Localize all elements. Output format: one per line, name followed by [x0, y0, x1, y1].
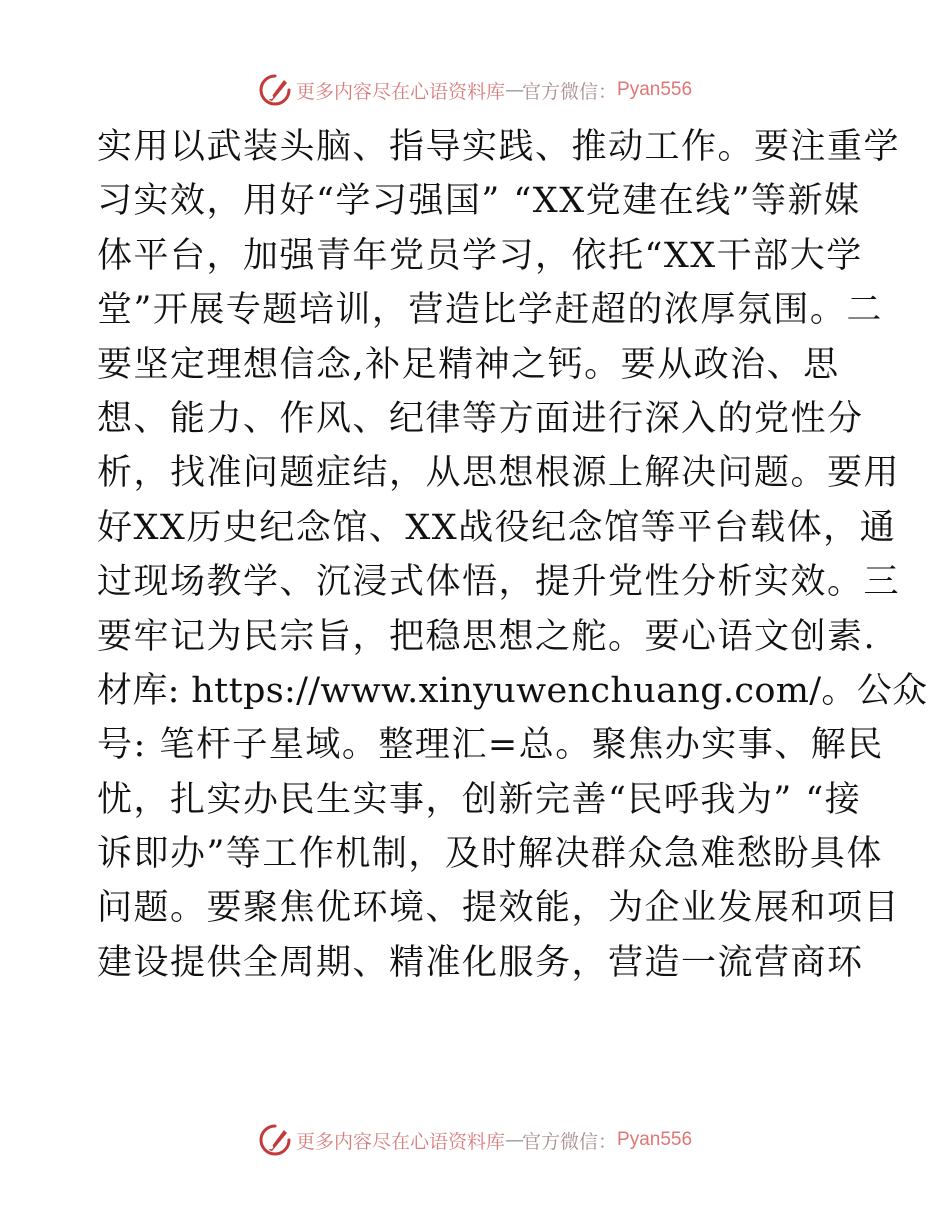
banner-title: 更多内容尽在心语资料库 — [295, 80, 505, 103]
footer-banner — [0, 1120, 950, 1160]
banner-dash: — — [504, 79, 522, 101]
pen-nib-logo-icon — [258, 73, 292, 107]
banner-dash: — — [504, 1129, 522, 1151]
banner-wechat-label: 官方微信 — [521, 1130, 598, 1153]
banner-colon: ： — [598, 1130, 618, 1153]
text-line: 要牢记为民宗旨，把稳思想之舵。要心语文创素. — [97, 616, 877, 657]
header-banner — [0, 70, 950, 110]
text-line: 问题。要聚焦优环境、提效能，为企业发展和项目 — [97, 888, 901, 929]
banner-colon: ： — [598, 80, 618, 103]
text-line: 诉即办”等工作机制，及时解决群众急难愁盼具体 — [97, 834, 883, 875]
text-line: 过现场教学、沉浸式体悟，提升党性分析实效。三 — [97, 562, 901, 603]
text-line: 要坚定理想信念,补足精神之钙。要从政治、思 — [97, 344, 840, 385]
text-line: 建设提供全周期、精准化服务，营造一流营商环 — [97, 942, 864, 983]
text-line: 材库: https://www.xinyuwenchuang.com/。公众 — [97, 670, 928, 711]
banner-wechat-label: 官方微信 — [521, 80, 598, 103]
banner-title: 更多内容尽在心语资料库 — [295, 1130, 505, 1153]
banner-wechat-id: Pyan556 — [617, 1129, 693, 1150]
text-line: 析，找准问题症结，从思想根源上解决问题。要用 — [97, 453, 901, 494]
text-line: 体平台，加强青年党员学习，依托“XX干部大学 — [97, 235, 863, 276]
text-line: 号: 笔杆子星域。整理汇=总。聚焦办实事、解民 — [97, 725, 884, 766]
document-body — [97, 120, 928, 990]
text-line: 忧，扎实办民生实事，创新完善“民呼我为” “接 — [97, 779, 862, 820]
text-line: 习实效，用好“学习强国” “XX党建在线”等新媒 — [97, 181, 861, 222]
text-line: 好XX历史纪念馆、XX战役纪念馆等平台载体，通 — [97, 507, 897, 548]
banner-wechat-id: Pyan556 — [617, 79, 693, 100]
text-line: 想、能力、作风、纪律等方面进行深入的党性分 — [97, 398, 864, 439]
text-line: 实用以武装头脑、指导实践、推动工作。要注重学 — [97, 127, 901, 167]
text-line: 堂”开展专题培训，营造比学赶超的浓厚氛围。二 — [97, 290, 883, 331]
pen-nib-logo-icon — [258, 1123, 292, 1157]
